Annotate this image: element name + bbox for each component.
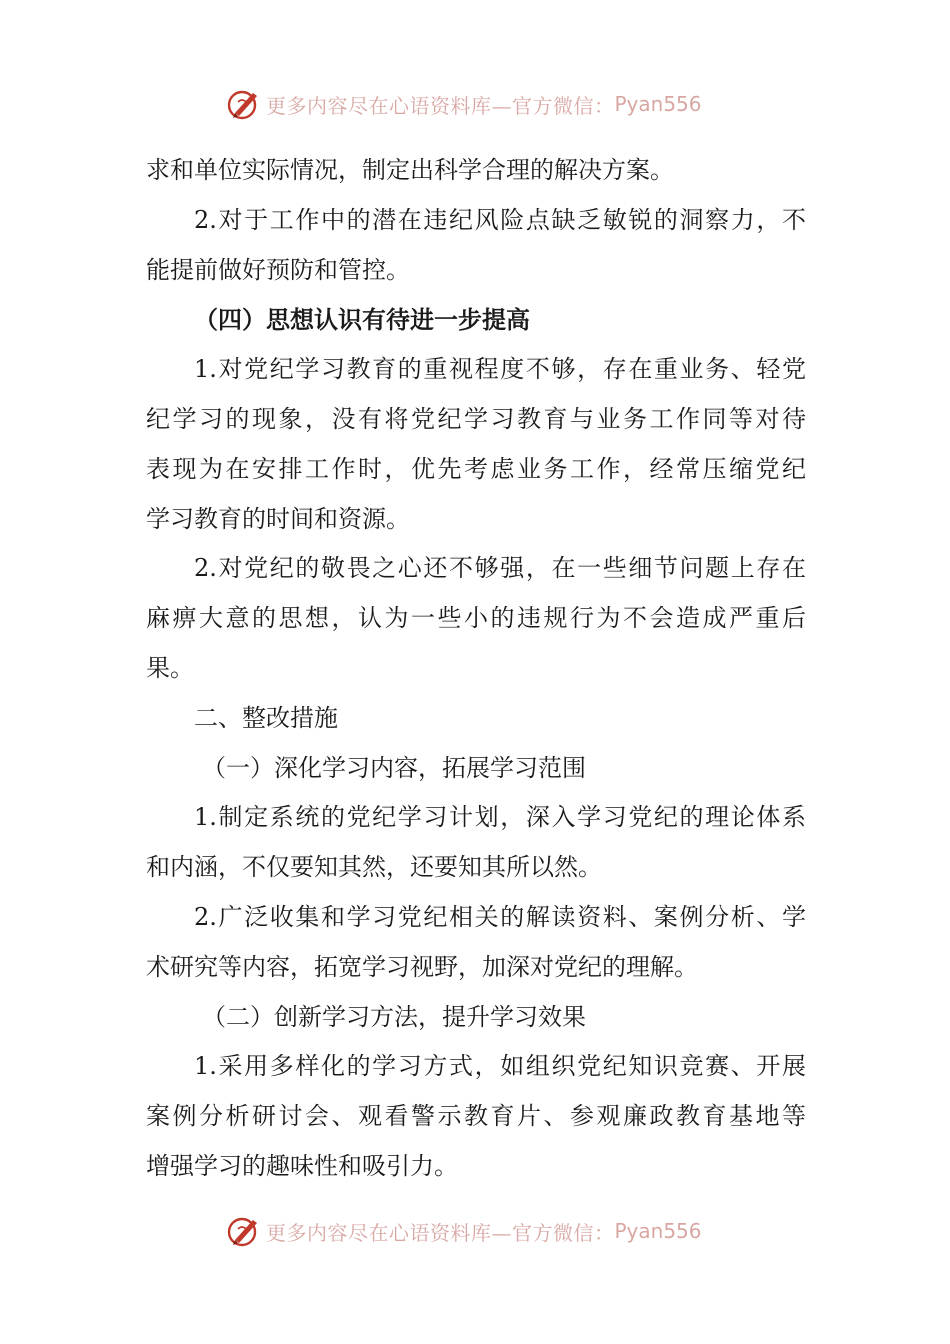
paragraph-line: 增强学习的趣味性和吸引力。: [146, 1151, 458, 1180]
paragraph-line: 学习教育的时间和资源。: [146, 504, 410, 533]
section-heading-4: （四）思想认识有待进一步提高: [194, 305, 530, 335]
pen-logo-icon: [226, 1213, 262, 1249]
pen-logo-icon: [226, 86, 262, 122]
subsection-heading-1: （一）深化学习内容，拓展学习范围: [202, 753, 586, 782]
subsection-heading-2: （二）创新学习方法，提升学习效果: [202, 1002, 586, 1031]
paragraph-line: 案例分析研讨会、观看警示教育片、参观廉政教育基地等: [146, 1102, 806, 1131]
paragraph-line: 和内涵，不仅要知其然，还要知其所以然。: [146, 853, 602, 882]
paragraph-line: 能提前做好预防和管控。: [146, 255, 410, 284]
header-banner-text: 更多内容尽在心语资料库—官方微信：: [266, 93, 615, 118]
footer-banner-text: 更多内容尽在心语资料库—官方微信：: [266, 1220, 615, 1245]
header-wechat-id: Pyan556: [614, 92, 702, 116]
document-body: [146, 146, 806, 1192]
chapter-heading: 二、整改措施: [194, 703, 338, 732]
list-item-line: 1.采用多样化的学习方式，如组织党纪知识竞赛、开展: [194, 1052, 806, 1081]
paragraph-line: 纪学习的现象，没有将党纪学习教育与业务工作同等对待: [146, 404, 806, 433]
paragraph-line: 麻痹大意的思想，认为一些小的违规行为不会造成严重后: [146, 604, 806, 633]
list-item-line: 1.制定系统的党纪学习计划，深入学习党纪的理论体系: [194, 803, 806, 832]
paragraph-line: 术研究等内容，拓宽学习视野，加深对党纪的理解。: [146, 952, 698, 981]
paragraph-line: 果。: [146, 653, 194, 682]
list-item-line: 2.广泛收集和学习党纪相关的解读资料、案例分析、学: [194, 902, 806, 931]
list-item-line: 2.对于工作中的潜在违纪风险点缺乏敏锐的洞察力，不: [194, 205, 806, 234]
paragraph-line: 求和单位实际情况，制定出科学合理的解决方案。: [146, 156, 674, 184]
list-item-line: 2.对党纪的敬畏之心还不够强，在一些细节问题上存在: [194, 554, 806, 583]
footer-watermark-banner: [226, 1211, 746, 1251]
footer-wechat-id: Pyan556: [614, 1219, 702, 1243]
paragraph-line: 表现为在安排工作时，优先考虑业务工作，经常压缩党纪: [146, 454, 806, 483]
header-watermark-banner: [226, 84, 746, 124]
list-item-line: 1.对党纪学习教育的重视程度不够，存在重业务、轻党: [194, 355, 806, 384]
